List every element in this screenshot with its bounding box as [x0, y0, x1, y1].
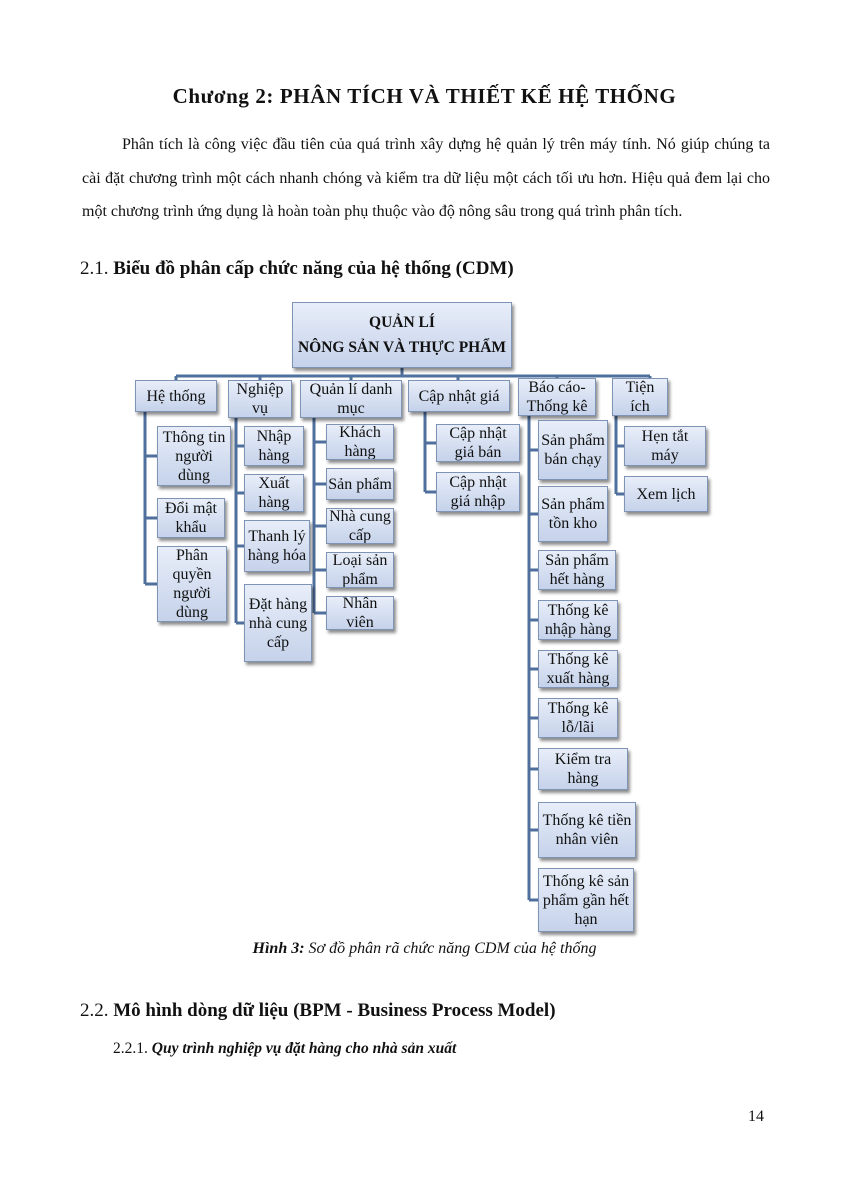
- diagram-node-quan-li-danh-muc: Quản lí danh mục: [300, 380, 402, 418]
- section-2-2-title: Mô hình dòng dữ liệu (BPM - Business Process Model): [113, 1000, 556, 1021]
- figure-caption: [0, 940, 849, 958]
- section-2-2-heading: [80, 1000, 556, 1022]
- diagram-node-hen-tat-may: Hẹn tắt máy: [624, 426, 706, 466]
- diagram-node-thong-ke-xuat-hang: Thống kê xuất hàng: [538, 650, 618, 688]
- diagram-node-thong-ke-lo-lai: Thống kê lỗ/lãi: [538, 698, 618, 738]
- diagram-node-nhap-hang: Nhập hàng: [244, 426, 304, 466]
- section-2-2-number: 2.2.: [80, 1000, 109, 1021]
- diagram-node-san-pham: Sản phẩm: [326, 468, 394, 500]
- diagram-node-loai-san-pham: Loại sản phẩm: [326, 552, 394, 588]
- figure-caption-text: Sơ đồ phân rã chức năng CDM của hệ thống: [308, 940, 597, 957]
- diagram-node-dat-hang-nha-cung-cap: Đặt hàng nhà cung cấp: [244, 584, 312, 662]
- section-2-1-number: 2.1.: [80, 258, 109, 279]
- figure-caption-label: Hình 3:: [252, 940, 305, 957]
- diagram-node-cap-nhat-gia-nhap: Cập nhật giá nhập: [436, 472, 520, 512]
- diagram-node-cap-nhat-gia: Cập nhật giá: [408, 380, 510, 412]
- section-2-2-1-heading: [113, 1040, 456, 1058]
- diagram-node-he-thong: Hệ thống: [135, 380, 217, 412]
- diagram-node-doi-mat-khau: Đổi mật khẩu: [157, 498, 225, 538]
- diagram-node-nha-cung-cap: Nhà cung cấp: [326, 508, 394, 544]
- diagram-node-xuat-hang: Xuất hàng: [244, 474, 304, 512]
- diagram-node-nghiep-vu: Nghiệp vụ: [228, 380, 292, 418]
- diagram-node-xem-lich: Xem lịch: [624, 476, 708, 512]
- diagram-node-thong-tin-nguoi-dung: Thông tin người dùng: [157, 426, 231, 486]
- section-2-2-1-number: 2.2.1.: [113, 1040, 148, 1057]
- chapter-title: Chương 2: PHÂN TÍCH VÀ THIẾT KẾ HỆ THỐNG: [172, 84, 677, 108]
- diagram-node-san-pham-ton-kho: Sản phẩm tồn kho: [538, 486, 608, 542]
- diagram-node-phan-quyen-nguoi-dung: Phân quyền người dùng: [157, 546, 227, 622]
- diagram-node-khach-hang: Khách hàng: [326, 424, 394, 460]
- diagram-node-thong-ke-san-pham-gan-het-han: Thống kê sản phẩm gần hết hạn: [538, 868, 634, 932]
- diagram-node-san-pham-ban-chay: Sản phẩm bán chạy: [538, 420, 608, 480]
- diagram-node-thong-ke-nhap-hang: Thống kê nhập hàng: [538, 600, 618, 640]
- section-2-2-1-title: Quy trình nghiệp vụ đặt hàng cho nhà sản xuất: [151, 1040, 457, 1057]
- intro-paragraph: Phân tích là công việc đầu tiên của quá trình xây dựng hệ quản lý trên máy tính. Nó giúp chúng ta cài đặt chương trình một cách nhanh chóng và kiểm tra dữ liệu một cách tối ưu hơn. Hiệu quả đem lại cho một chương trình ứng dụng là hoàn toàn phụ thuộc vào độ nông sâu trong quá trình phân tích.: [82, 136, 770, 220]
- section-2-1-title: Biểu đồ phân cấp chức năng của hệ thống (CDM): [113, 258, 514, 279]
- diagram-node-nhan-vien: Nhân viên: [326, 596, 394, 630]
- diagram-node-tien-ich: Tiện ích: [612, 378, 668, 416]
- diagram-node-kiem-tra-hang: Kiểm tra hàng: [538, 748, 628, 790]
- diagram-node-thanh-ly-hang-hoa: Thanh lý hàng hóa: [244, 520, 310, 572]
- diagram-root-node: QUẢN LÍ NÔNG SẢN VÀ THỰC PHẨM: [292, 302, 512, 368]
- diagram-node-san-pham-het-hang: Sản phẩm hết hàng: [538, 550, 616, 590]
- diagram-node-bao-cao-thong-ke: Báo cáo-Thống kê: [518, 378, 596, 416]
- diagram-node-cap-nhat-gia-ban: Cập nhật giá bán: [436, 424, 520, 462]
- page-number: 14: [748, 1108, 764, 1125]
- diagram-node-thong-ke-tien-nhan-vien: Thống kê tiền nhân viên: [538, 802, 636, 858]
